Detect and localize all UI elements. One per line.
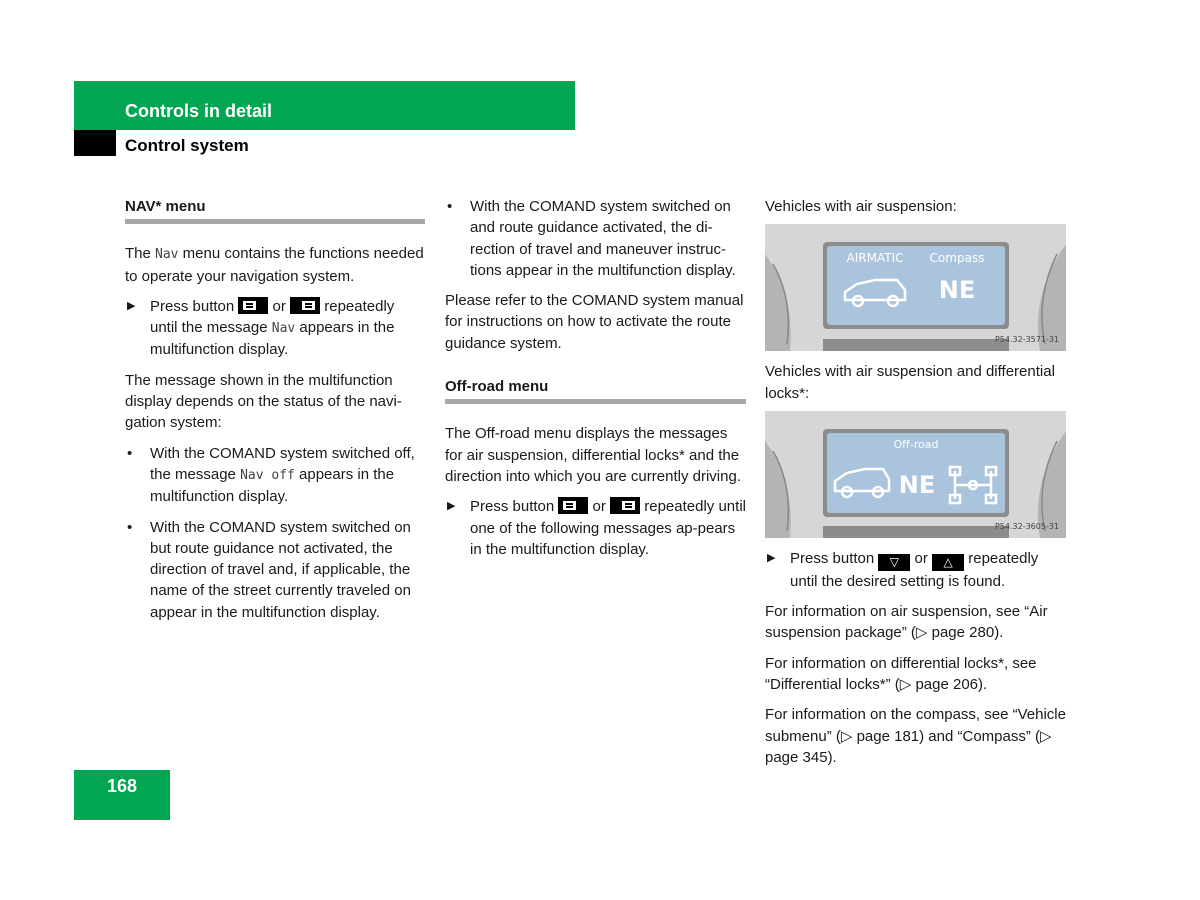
figure-code: P54.32-3605-31 [994, 521, 1060, 531]
air-suspension-ref: For information on air suspension, see “Air suspension package” (▷ page 280). [765, 603, 1048, 642]
arrow-up-button-icon: △ [932, 554, 964, 571]
step-arrow-icon: ▶ [127, 299, 136, 312]
menu-button-left-icon [558, 497, 588, 514]
nav-status-para: The message shown in the multifunction display depends on the status of the navi-gation system: [125, 371, 402, 432]
bullet-icon: • [447, 198, 453, 215]
air-suspension-label: Vehicles with air suspension: [765, 198, 957, 215]
step-arrow-icon: ▶ [447, 500, 456, 513]
display-left-label: AIRMATIC [846, 251, 904, 266]
menu-button-right-icon [610, 497, 640, 514]
offroad-display-image [765, 411, 1066, 538]
nav-intro: The Nav menu contains the functions needed to operate your navigation system. [125, 245, 424, 285]
chapter-title: Controls in detail [125, 101, 273, 121]
column-3 [765, 196, 1066, 777]
bullet-icon: • [127, 444, 133, 462]
nav-bullet-2: • With the COMAND system switched on but route guidance not activated, the direction of travel and, if applicable, the name of the street currently traveled on appear in the multifunction display. [127, 518, 411, 621]
nav-menu-heading: NAV* menu [125, 196, 425, 224]
section-title: Control system [125, 136, 249, 155]
offroad-step: ▶ Press button or repeatedly until one of the following messages ap-pears in the multifunction display. [447, 498, 746, 558]
compass-ref: For information on the compass, see “Vehicle submenu” (▷ page 181) and “Compass” (▷ page 345). [765, 706, 1066, 766]
compass-value: NE [938, 276, 976, 305]
figure-code: P54.32-3571-31 [994, 335, 1060, 345]
nav-step: ▶ Press button or repeatedly until the message Nav appears in the multifunction display. [127, 297, 395, 359]
route-bullet: • With the COMAND system switched on and route guidance activated, the di-rection of travel and maneuver instruc-tions appear in the multifunction display. [447, 198, 736, 279]
comand-ref-para: Please refer to the COMAND system manual for instructions on how to activate the route guidance system. [445, 292, 744, 352]
compass-value: NE [898, 470, 936, 499]
airmatic-display-image [765, 224, 1066, 351]
airmatic-display-svg [765, 224, 1066, 351]
diff-locks-label: Vehicles with air suspension and differential locks*: [765, 363, 1055, 402]
menu-button-left-icon [238, 297, 268, 314]
step-arrow-icon: ▶ [767, 551, 776, 564]
diff-locks-ref: For information on differential locks*, see “Differential locks*” (▷ page 206). [765, 654, 1037, 694]
nav-code: Nav [155, 247, 179, 263]
offroad-intro: The Off-road menu displays the messages for air suspension, differential locks* and the direction into which you are currently driving. [445, 425, 741, 485]
arrow-down-button-icon: ▽ [878, 554, 910, 571]
nav-bullet-1: • With the COMAND system switched off, the message Nav off appears in the multifunction display. [127, 444, 415, 506]
header-marker [74, 130, 116, 156]
display-right-label: Compass [929, 251, 985, 266]
column-1 [125, 196, 425, 632]
bullet-icon: • [127, 518, 133, 536]
offroad-display-svg [765, 411, 1066, 538]
display-title: Off-road [893, 437, 939, 451]
setting-step: ▶ Press button ▽ or △ repeatedly until the desired setting is found. [767, 549, 1039, 590]
column-2 [445, 196, 746, 569]
page-number: 168 [106, 776, 138, 796]
offroad-menu-heading: Off-road menu [445, 376, 746, 404]
menu-button-right-icon [290, 297, 320, 314]
